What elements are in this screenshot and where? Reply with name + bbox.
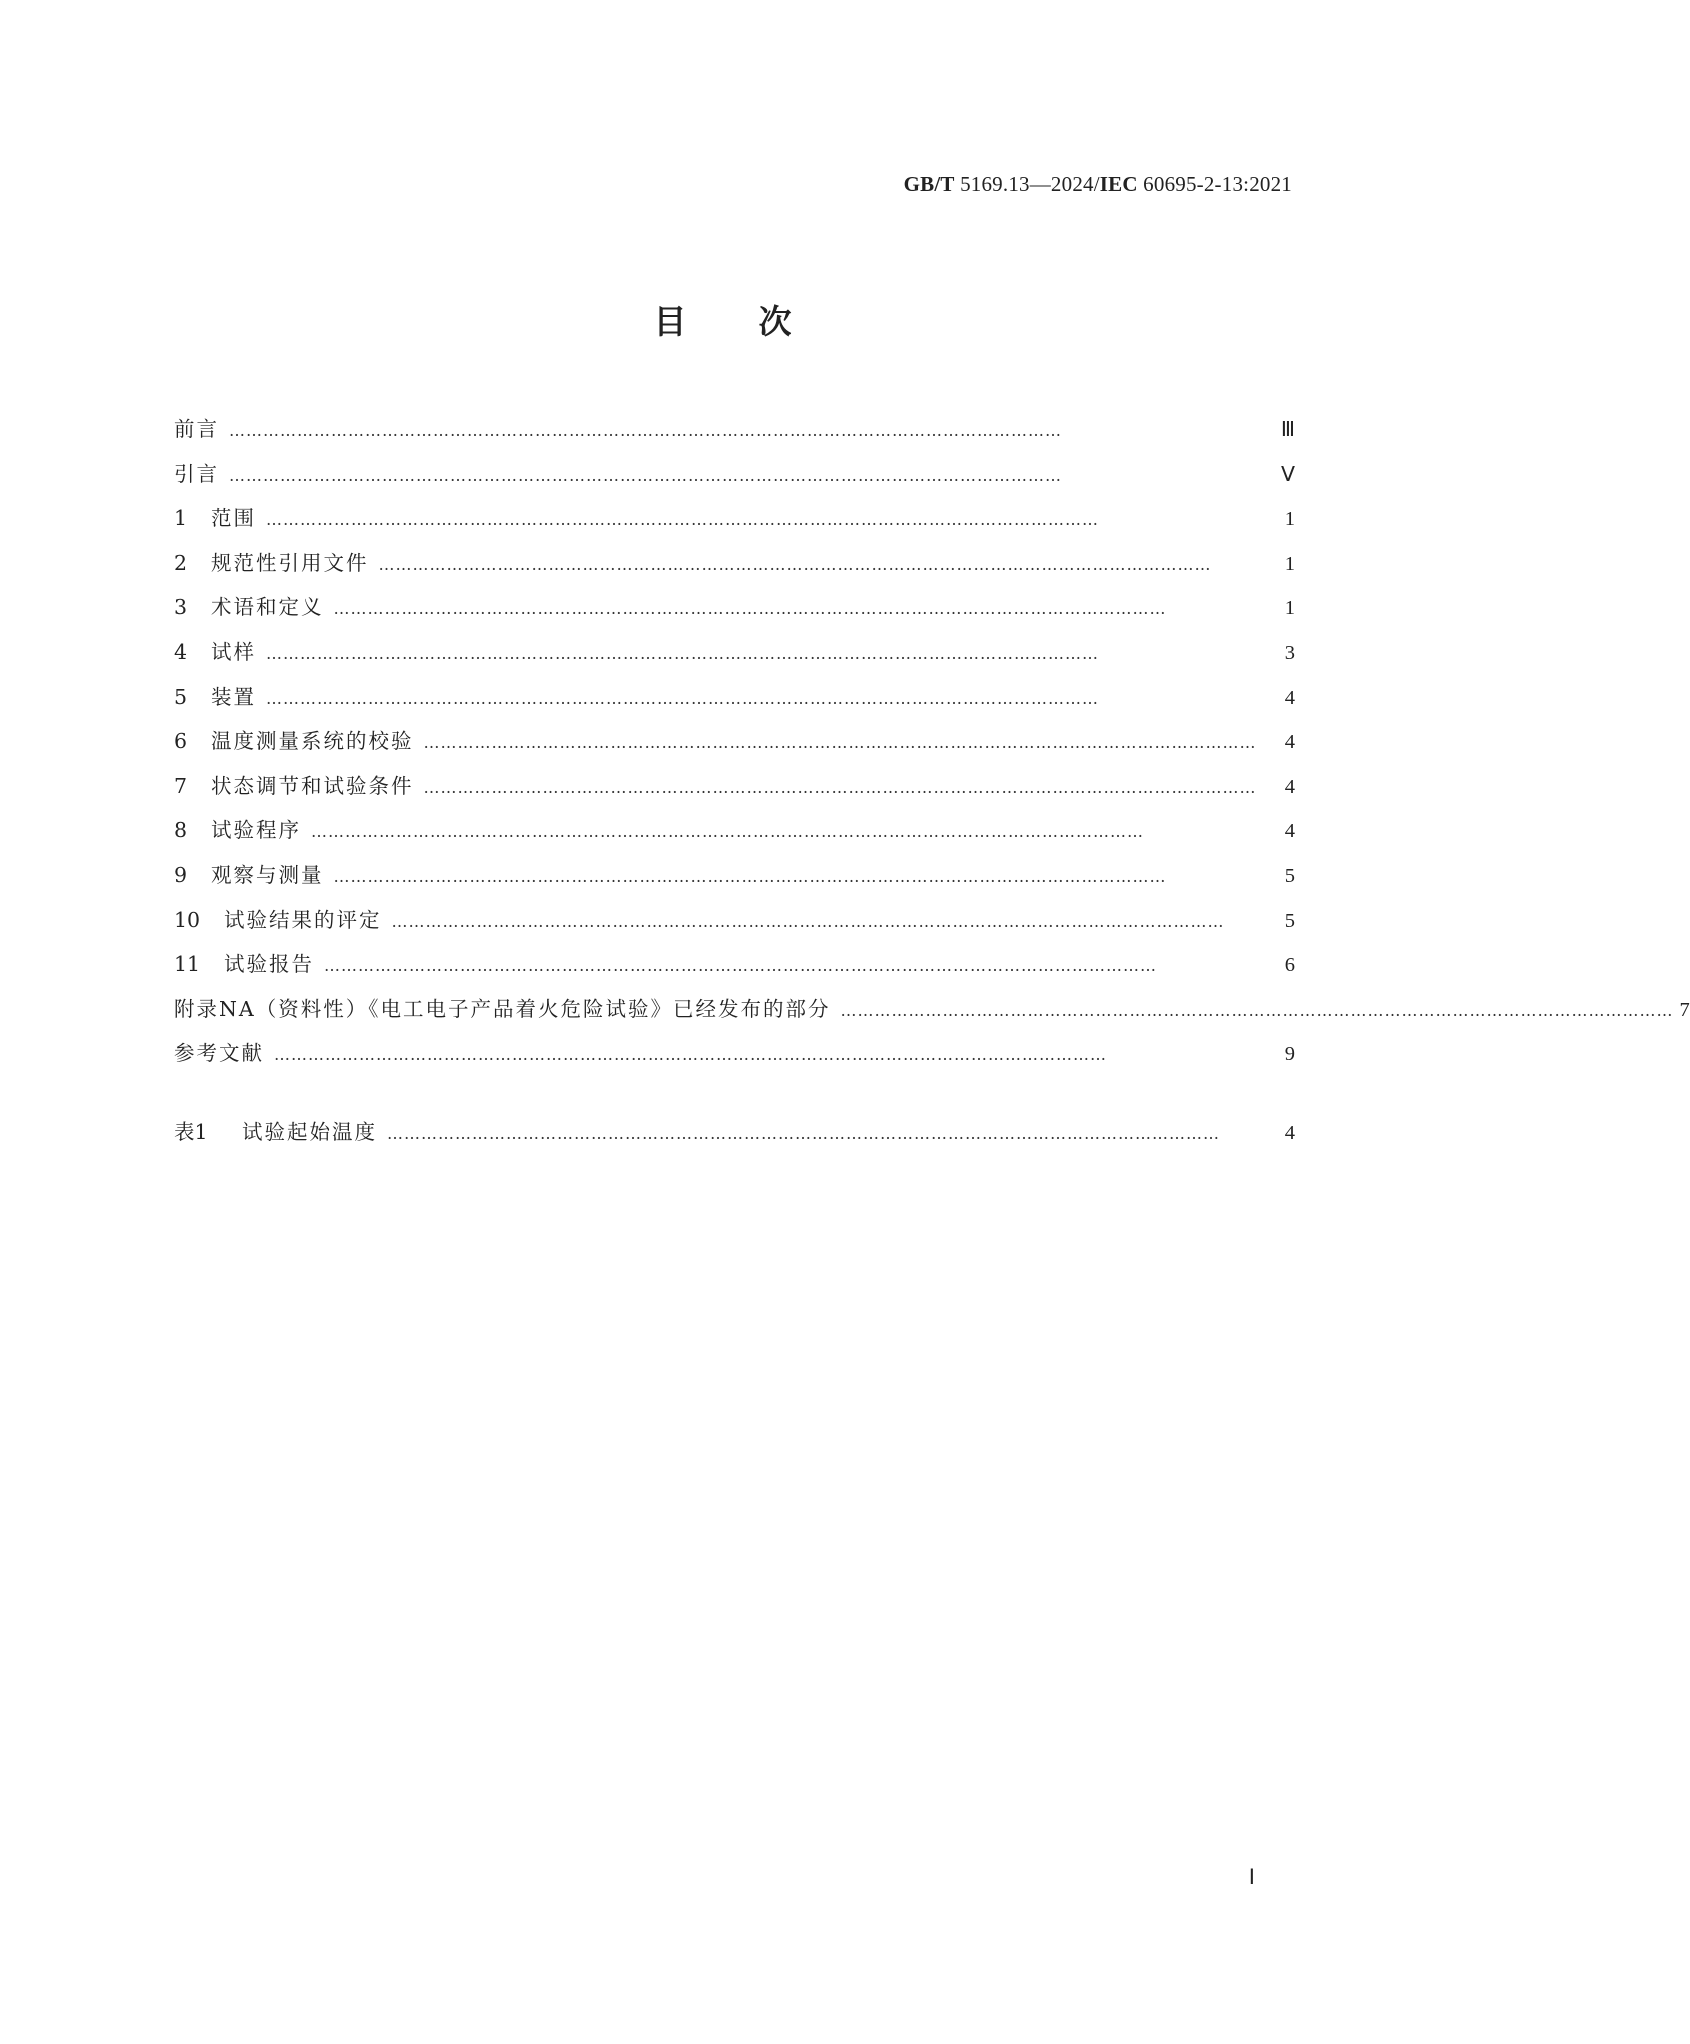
toc-entry[interactable] — [174, 501, 1295, 546]
toc-entry-number: 1 — [174, 506, 188, 531]
iec-prefix: IEC — [1099, 172, 1138, 196]
standard-code-header — [904, 172, 1292, 197]
toc-entry-number: 2 — [174, 550, 188, 575]
toc-entry-page: 7 — [1679, 998, 1690, 1021]
toc-entry-page: 4 — [1284, 775, 1295, 798]
toc-table-label: 试验起始温度 — [242, 1119, 377, 1144]
dot-leader: ………………………………………………………………………………………………………………………………… — [387, 1123, 1220, 1143]
toc-entry-page: Ⅲ — [1280, 419, 1295, 441]
toc-entry-label: 试验结果的评定 — [224, 907, 382, 932]
toc-entry[interactable] — [174, 1036, 1295, 1081]
toc-entry-label: 前言 — [174, 417, 219, 441]
toc-entry[interactable] — [174, 546, 1295, 591]
toc-entry[interactable] — [174, 412, 1295, 457]
toc-entry-label: 状态调节和试验条件 — [211, 773, 414, 798]
toc-entry[interactable] — [174, 769, 1295, 814]
dot-leader: ………………………………………………………………………………………………………………………………… — [266, 510, 1099, 530]
toc-entry-page: 1 — [1284, 597, 1295, 620]
toc-entry[interactable] — [174, 858, 1295, 903]
dot-leader: ………………………………………………………………………………………………………………………………… — [311, 822, 1144, 842]
toc-entry-label: 术语和定义 — [211, 595, 324, 620]
dot-leader: ………………………………………………………………………………………………………………………………… — [391, 911, 1225, 931]
toc-entry[interactable] — [174, 457, 1295, 502]
toc-entry-label: 引言 — [174, 461, 219, 486]
toc-entry[interactable] — [174, 813, 1295, 858]
toc-entry-label: 装置 — [211, 684, 256, 709]
toc-entry-number: 11 — [174, 952, 201, 977]
std-code-number: 5169.13—2024/ — [954, 172, 1100, 196]
table-of-contents — [174, 412, 1690, 1160]
toc-entry-label: 试验程序 — [211, 818, 301, 843]
page-number: Ⅰ — [1248, 1865, 1255, 1889]
toc-table-entry[interactable] — [174, 1115, 1295, 1160]
toc-entry-label: 观察与测量 — [211, 862, 324, 887]
toc-entry-label: 附录NA（资料性）《电工电子产品着火危险试验》已经发布的部分 — [174, 996, 831, 1021]
toc-entry-label: 试样 — [211, 639, 256, 664]
dot-leader: ………………………………………………………………………………………………………………………………… — [423, 733, 1257, 753]
dot-leader: ………………………………………………………………………………………………………………………………… — [229, 465, 1062, 485]
toc-entry[interactable] — [174, 903, 1295, 948]
toc-entry[interactable] — [174, 635, 1295, 680]
toc-entry-page: Ⅴ — [1280, 463, 1295, 486]
toc-table-number: 表1 — [174, 1119, 208, 1144]
toc-entry-page: 5 — [1284, 909, 1295, 932]
toc-entry-page: 4 — [1284, 686, 1295, 709]
dot-leader: ………………………………………………………………………………………………………………………………… — [229, 421, 1062, 440]
toc-entry-number: 9 — [174, 862, 188, 887]
dot-leader: ………………………………………………………………………………………………………………………………… — [266, 688, 1099, 708]
toc-entry-label: 参考文献 — [174, 1041, 264, 1066]
toc-entry-number: 10 — [174, 907, 201, 932]
toc-entry-number: 3 — [174, 595, 188, 620]
dot-leader: ………………………………………………………………………………………………………………………………… — [333, 866, 1167, 886]
toc-entry-number: 6 — [174, 729, 188, 754]
toc-entry-label: 试验报告 — [224, 952, 314, 977]
dot-leader: ………………………………………………………………………………………………………………………………… — [324, 956, 1157, 976]
dot-leader: ………………………………………………………………………………………………………………………………… — [840, 1000, 1674, 1020]
dot-leader: ………………………………………………………………………………………………………………………………… — [423, 777, 1257, 797]
dot-leader: ………………………………………………………………………………………………………………………………… — [266, 643, 1099, 663]
toc-entry-number: 4 — [174, 639, 188, 664]
toc-entry-page: 9 — [1284, 1043, 1295, 1066]
toc-entry-page: 4 — [1284, 731, 1295, 754]
toc-entry-label: 温度测量系统的校验 — [211, 729, 414, 754]
toc-entry[interactable] — [174, 680, 1295, 725]
toc-entry-number: 7 — [174, 773, 188, 798]
dot-leader: ………………………………………………………………………………………………………………………………… — [274, 1045, 1107, 1065]
toc-entry-page: 6 — [1284, 954, 1295, 977]
toc-entry-label: 范围 — [211, 506, 256, 531]
toc-table-page: 4 — [1284, 1121, 1295, 1144]
toc-entry-number: 5 — [174, 684, 188, 709]
dot-leader: ………………………………………………………………………………………………………………………………… — [333, 599, 1167, 619]
page-title: 目次 — [653, 302, 864, 341]
toc-entry[interactable] — [174, 590, 1295, 635]
toc-entry-page: 1 — [1284, 552, 1295, 575]
toc-entry-number: 8 — [174, 818, 188, 843]
toc-entry-page: 5 — [1284, 864, 1295, 887]
toc-entry-page: 1 — [1284, 508, 1295, 531]
dot-leader: ………………………………………………………………………………………………………………………………… — [378, 554, 1212, 574]
toc-entry-page: 3 — [1284, 641, 1295, 664]
toc-entry[interactable] — [174, 992, 1690, 1037]
iec-number: 60695-2-13:2021 — [1137, 172, 1292, 196]
std-code-prefix: GB/T — [903, 172, 955, 196]
toc-entry[interactable] — [174, 724, 1295, 769]
toc-entry-label: 规范性引用文件 — [211, 550, 369, 575]
toc-entry[interactable] — [174, 947, 1295, 992]
toc-entry-page: 4 — [1284, 820, 1295, 843]
